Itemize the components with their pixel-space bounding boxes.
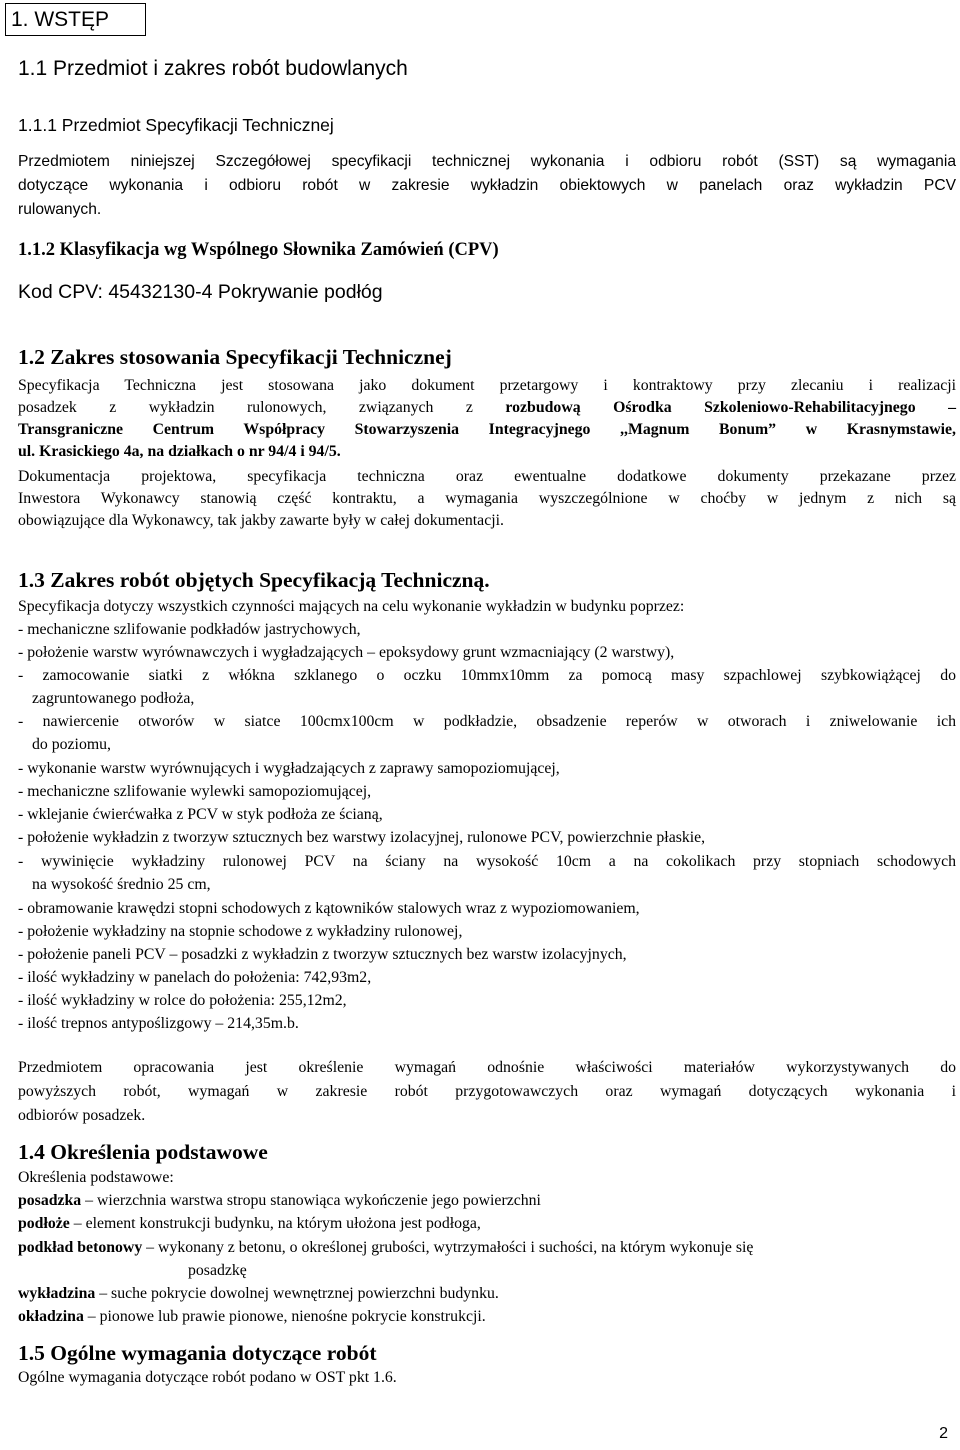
list-item: - obramowanie krawędzi stopni schodowych z kątowników stalowych wraz z wypoziomowaniem, [18,900,640,917]
para-1-2-l2-normal: posadzek z wykładzin rulonowych, związanych z [18,399,506,416]
list-item: - wykonanie warstw wyrównujących i wygładzających z zaprawy samopoziomującej, [18,760,560,777]
definition-term: okładzina [18,1308,84,1325]
definition-item [18,1213,481,1235]
list-item: - nawiercenie otworów w siatce 100cmx100cm w podkładzie, obsadzenie reperów w otworach i zniwelowanie ich [18,713,956,730]
para-1-1-1-line1: Przedmiotem niniejszej Szczegółowej specyfikacji technicznej wykonania i odbioru robót (SST) są wymagania [18,153,956,170]
list-item: - położenie warstw wyrównawczych i wygładzających – epoksydowy grunt wzmacniający (2 warstwy), [18,644,675,661]
heading-1-3: 1.3 Zakres robót objętych Specyfikacją Techniczną. [18,568,490,592]
heading-1-4: 1.4 Określenia podstawowe [18,1140,268,1164]
heading-1-1-1: 1.1.1 Przedmiot Specyfikacji Technicznej [18,115,334,135]
heading-1-1: 1.1 Przedmiot i zakres robót budowlanych [18,57,408,80]
para-1-1-1-line2: dotyczące wykonania i odbioru robót w zakresie wykładzin obiektowych w panelach oraz wykładzin PCV [18,177,956,194]
list-item: - ilość wykładziny w rolce do położenia: 255,12m2, [18,992,347,1009]
list-item: - mechaniczne szlifowanie wylewki samopoziomującej, [18,783,372,800]
para-1-3-p3: odbiorów posadzek. [18,1107,146,1124]
definition-term: podkład betonowy [18,1239,143,1256]
list-item: - zamocowanie siatki z włókna szklanego o oczku 10mmx10mm za pomocą masy szpachlowej szybkowiążącej do [18,667,956,684]
list-item-cont: zagruntowanego podłoża, [32,690,195,707]
para-1-3-p1: Przedmiotem opracowania jest określenie wymagań odnośnie właściwości materiałów wykorzystywanych do [18,1059,956,1076]
definition-item [18,1237,753,1259]
definition-item [18,1306,486,1328]
definition-item [18,1190,541,1212]
definition-text: – suche pokrycie dowolnej wewnętrznej powierzchni budynku. [95,1285,499,1302]
heading-1-2: 1.2 Zakres stosowania Specyfikacji Technicznej [18,345,452,369]
list-item: - wklejanie ćwierćwałka z PCV w styk podłoża ze ścianą, [18,806,383,823]
para-1-1-1-line3: rulowanych. [18,201,102,218]
para-1-2-l7: obowiązujące dla Wykonawcy, tak jakby zawarte były w całej dokumentacji. [18,512,504,529]
list-item: - położenie paneli PCV – posadzki z wykładzin z tworzyw sztucznych bez warstw izolacyjnych, [18,946,627,963]
definition-text: – pionowe lub prawie pionowe, nienośne pokrycie konstrukcji. [83,1308,486,1325]
list-item: - wywinięcie wykładziny rulonowej PCV na ściany na wysokość 10cm a na cokolikach przy stopniach schodowych [18,853,956,870]
definition-text: – wierzchnia warstwa stropu stanowiąca wykończenie jego powierzchni [81,1192,541,1209]
para-1-2-l4: ul. Krasickiego 4a, na działkach o nr 94/4 i 94/5. [18,443,341,460]
para-1-2-l5: Dokumentacja projektowa, specyfikacja techniczna oraz ewentualne dodatkowe dokumenty przekazane przez [18,468,956,485]
page-number: 2 [939,1425,948,1442]
heading-1-5: 1.5 Ogólne wymagania dotyczące robót [18,1341,377,1365]
list-item: - ilość trepnos antypoślizgowy – 214,35m.b. [18,1015,299,1032]
para-1-5: Ogólne wymagania dotyczące robót podano w OST pkt 1.6. [18,1369,397,1386]
para-1-2-l6: Inwestora Wykonawcy stanowią część kontraktu, a wymagania wyszczególnione w choćby w jednym z nich są [18,490,956,507]
list-item-cont: do poziomu, [32,736,111,753]
list-item: - ilość wykładziny w panelach do położenia: 742,93m2, [18,969,372,986]
section-heading-wstep: 1. WSTĘP [5,3,146,36]
definition-term: podłoże [18,1215,70,1232]
definition-text: – wykonany z betonu, o określonej grubości, wytrzymałości i suchości, na którym wykonuje się [142,1239,754,1256]
definition-term: wykładzina [18,1285,96,1302]
para-1-2-l1: Specyfikacja Techniczna jest stosowana jako dokument przetargowy i kontraktowy przy zlecaniu i realizacji [18,377,956,394]
definition-term: posadzka [18,1192,82,1209]
definition-text: – element konstrukcji budynku, na którym ułożona jest podłoga, [69,1215,481,1232]
para-1-4-intro: Określenia podstawowe: [18,1169,174,1186]
para-1-2-l2 [18,397,956,419]
list-item-cont: na wysokość średnio 25 cm, [32,876,211,893]
list-item: - mechaniczne szlifowanie podkładów jastrychowych, [18,621,361,638]
list-item: - położenie wykładzin z tworzyw sztucznych bez warstwy izolacyjnej, rulonowe PCV, powierzchnie płaskie, [18,829,706,846]
para-1-3-intro: Specyfikacja dotyczy wszystkich czynności mających na celu wykonanie wykładzin w budynku poprzez: [18,598,685,615]
list-item: - położenie wykładziny na stopnie schodowe z wykładziny rulonowej, [18,923,463,940]
definition-item [18,1283,499,1305]
para-1-2-l3: Transgraniczne Centrum Współpracy Stowarzyszenia Integracyjnego ,,Magnum Bonum” w Krasnymstawie, [18,421,956,438]
para-1-3-p2: powyższych robót, wymagań w zakresie robót przygotowawczych oraz wymagań dotyczących wykonania i [18,1083,956,1100]
definition-cont: posadzkę [188,1262,247,1279]
heading-1-1-2: 1.1.2 Klasyfikacja wg Wspólnego Słownika Zamówień (CPV) [18,240,499,260]
para-1-2-l2-bold: rozbudową Ośrodka Szkoleniowo-Rehabilitacyjnego – [505,399,956,416]
cpv-code: Kod CPV: 45432130-4 Pokrywanie podłóg [18,281,383,303]
